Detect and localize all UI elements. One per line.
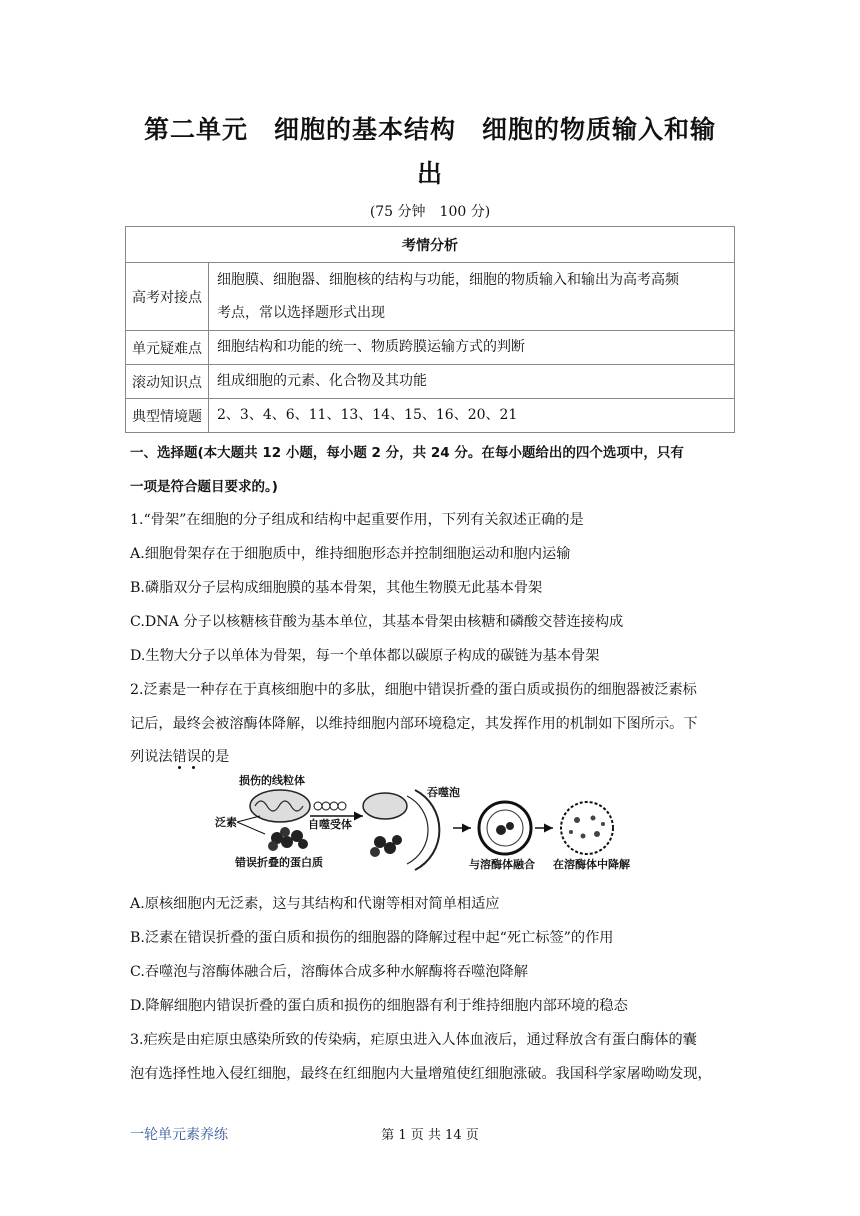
label-lysosome-fusion: 与溶酶体融合 (469, 858, 535, 871)
phagosome-shape (363, 790, 439, 870)
section-heading-line-1: 一、选择题(本大题共 12 小题，每小题 2 分，共 24 分。在每小题给出的四个选项中，只有 (130, 445, 684, 461)
page-number: 第 1 页 共 14 页 (381, 1128, 479, 1143)
q1-option-a: A.细胞骨架存在于细胞质中，维持细胞形态并控制细胞运动和胞内运输 (130, 546, 571, 562)
page-title (100, 108, 760, 196)
q2-option-a: A.原核细胞内无泛素，这与其结构和代谢等相对简单相适应 (130, 896, 500, 912)
q2-option-c: C.吞噬泡与溶酶体融合后，溶酶体合成多种水解酶将吞噬泡降解 (130, 964, 528, 980)
q2-stem-line-3 (130, 746, 229, 766)
label-misfolded-protein: 错误折叠的蛋白质 (235, 856, 323, 869)
q1-option-d: D.生物大分子以单体为骨架，每一个单体都以碳原子构成的碳链为基本骨架 (130, 648, 600, 664)
misfolded-protein-cluster (268, 827, 308, 851)
title-line-2: 出 (416, 159, 443, 188)
analysis-table (125, 226, 735, 433)
table-row (126, 263, 735, 331)
label-damaged-mitochondria: 损伤的线粒体 (239, 774, 305, 787)
row-value: 2、3、4、6、11、13、14、15、16、20、21 (209, 399, 735, 433)
ubiquitin-pointer-line (237, 822, 265, 834)
q1-option-c: C.DNA 分子以核糖核苷酸为基本单位，其基本骨架由核糖和磷酸交替连接构成 (130, 614, 624, 630)
label-phagosome: 吞噬泡 (427, 786, 460, 799)
row-label: 典型情境题 (126, 399, 209, 433)
table-row (126, 365, 735, 399)
q2-option-d: D.降解细胞内错误折叠的蛋白质和损伤的细胞器有利于维持细胞内部环境的稳态 (130, 998, 628, 1014)
section-heading-line-2: 一项是符合题目要求的。) (130, 479, 278, 495)
row-value: 细胞结构和功能的统一、物质跨膜运输方式的判断 (209, 331, 735, 365)
row-value-line: 考点，常以选择题形式出现 (217, 304, 385, 321)
label-lysosome-degradation: 在溶酶体中降解 (553, 858, 630, 871)
table-row (126, 399, 735, 433)
q3-stem-line-2: 泡有选择性地入侵红细胞，最终在红细胞内大量增殖使红细胞涨破。我国科学家屠呦呦发现， (130, 1066, 712, 1082)
mitochondria-shape (250, 790, 310, 822)
footer-series-name: 一轮单元素养练 (130, 1127, 228, 1143)
row-label: 单元疑难点 (126, 331, 209, 365)
exam-duration-score: (75 分钟 100 分) (369, 204, 491, 220)
row-value (209, 263, 735, 331)
emphasis-char: 错 (172, 749, 187, 765)
lysosome-fusion-shape (479, 802, 531, 854)
table-row (126, 331, 735, 365)
q1-stem: 1.“骨架”在细胞的分子组成和结构中起重要作用，下列有关叙述正确的是 (130, 512, 584, 528)
row-value: 组成细胞的元素、化合物及其功能 (209, 365, 735, 399)
title-line-1: 第二单元 细胞的基本结构 细胞的物质输入和输 (143, 115, 716, 144)
q2-stem-line-2: 记后，最终会被溶酶体降解，以维持细胞内部环境稳定，其发挥作用的机制如下图所示。下 (130, 716, 698, 732)
row-value-line: 细胞膜、细胞器、细胞核的结构与功能，细胞的物质输入和输出为高考高频 (217, 271, 679, 288)
row-label: 高考对接点 (126, 263, 209, 331)
analysis-table-heading: 考情分析 (126, 227, 735, 263)
q3-stem-line-1: 3.疟疾是由疟原虫感染所致的传染病，疟原虫进入人体血液后，通过释放含有蛋白酶体的囊 (130, 1032, 697, 1048)
q2-option-b: B.泛素在错误折叠的蛋白质和损伤的细胞器的降解过程中起“死亡标签”的作用 (130, 930, 614, 946)
ubiquitin-mechanism-figure (215, 770, 645, 880)
label-ubiquitin: 泛素 (215, 816, 237, 829)
emphasis-char: 误 (186, 749, 201, 765)
q2-stem-text: 列说法 (130, 749, 173, 765)
ubiquitin-pointer-line (237, 816, 260, 822)
q2-stem-line-1: 2.泛素是一种存在于真核细胞中的多肽，细胞中错误折叠的蛋白质或损伤的细胞器被泛素标 (130, 682, 697, 698)
q2-stem-text: 的是 (200, 749, 230, 765)
q1-option-b: B.磷脂双分子层构成细胞膜的基本骨架，其他生物膜无此基本骨架 (130, 580, 543, 596)
label-autophagy-receptor: 自噬受体 (308, 818, 352, 831)
lysosome-degradation-shape (561, 802, 613, 854)
row-label: 滚动知识点 (126, 365, 209, 399)
ubiquitin-chain-icon (314, 802, 346, 810)
